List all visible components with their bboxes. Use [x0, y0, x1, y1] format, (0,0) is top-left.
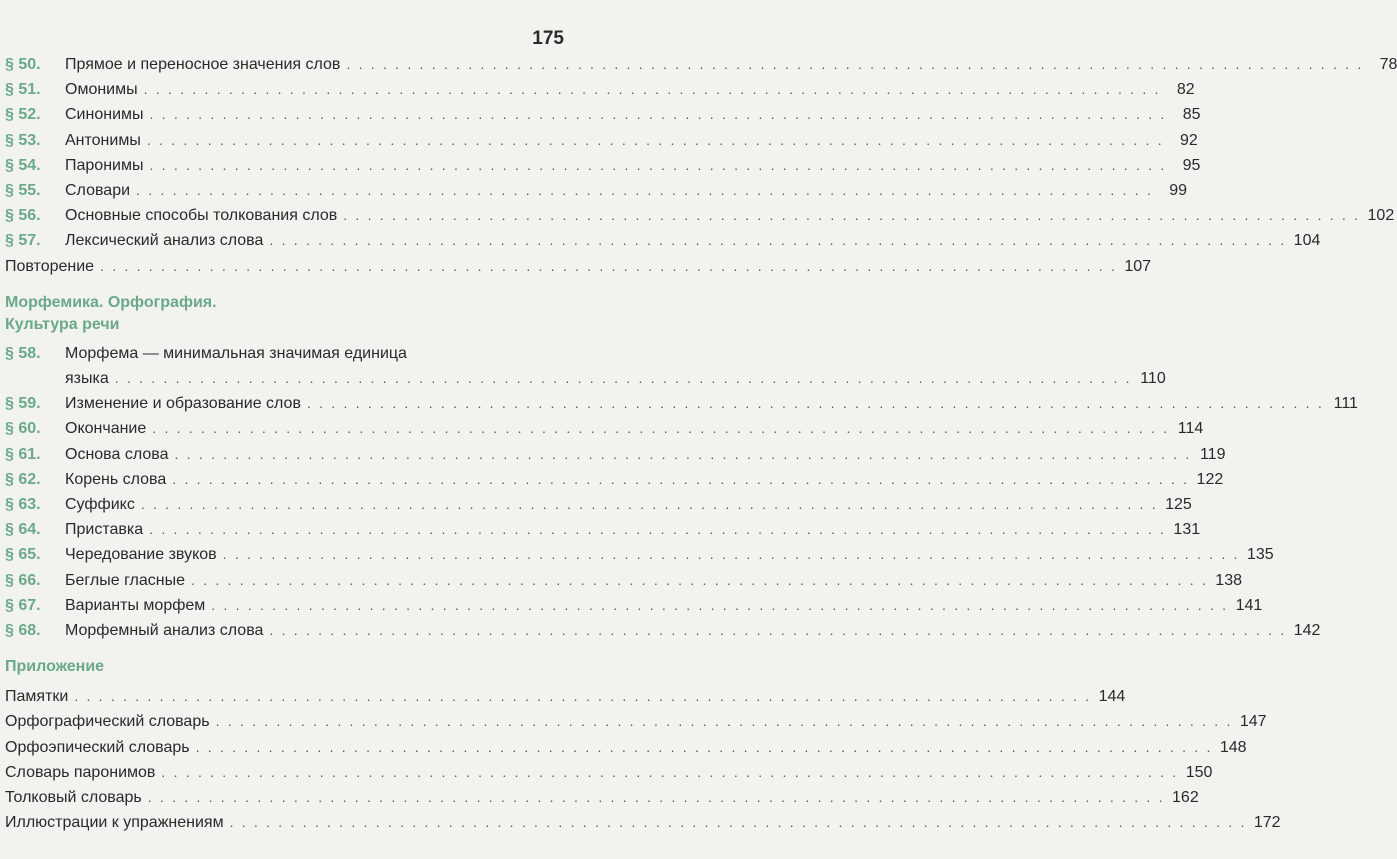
dot-leader	[307, 391, 1324, 415]
heading-appendix: Приложение	[5, 658, 105, 676]
entry-page: 85	[1182, 106, 1201, 124]
dot-leader	[172, 467, 1189, 491]
dot-leader	[343, 203, 1360, 227]
entry-title: Антонимы	[65, 131, 141, 149]
entry-number: § 58.	[5, 344, 41, 362]
entry-number: § 53.	[5, 131, 41, 149]
entry-number: § 52.	[5, 106, 41, 124]
entry-number: § 68.	[5, 622, 41, 640]
toc-entry	[5, 735, 1247, 760]
dot-leader	[216, 709, 1233, 733]
dot-leader	[161, 760, 1178, 784]
entry-title: Словарь паронимов	[5, 763, 156, 781]
section-list-lexicology	[5, 52, 1397, 254]
toc-entry	[5, 810, 1281, 835]
entry-page: 92	[1180, 131, 1198, 149]
toc-entry	[5, 684, 1126, 709]
entry-title: Изменение и образование слов	[65, 395, 301, 413]
heading-culture: Культура речи	[5, 315, 120, 333]
entry-title: Прямое и переносное значения слов	[65, 56, 341, 73]
dot-leader	[100, 254, 1117, 278]
dot-leader	[149, 153, 1166, 177]
toc-entry-58	[5, 342, 566, 366]
entry-title: Беглые гласные	[65, 571, 186, 589]
entry-page: 144	[1098, 688, 1126, 706]
dot-leader	[148, 785, 1165, 809]
toc-entry	[5, 52, 1397, 77]
entry-page: 82	[1176, 81, 1195, 99]
dot-leader	[115, 366, 1132, 390]
dot-leader	[191, 568, 1208, 592]
toc-entry	[5, 785, 1199, 810]
entry-title: Иллюстрации к упражнениям	[5, 814, 224, 832]
entry-page: 147	[1239, 713, 1267, 731]
entry-title: Орфографический словарь	[5, 713, 210, 731]
entry-title: Морфемный анализ слова	[65, 622, 264, 640]
entry-page: 95	[1182, 156, 1201, 174]
toc-entry-58-cont	[5, 366, 1166, 391]
toc-entry	[5, 416, 1204, 441]
entry-number: § 57.	[5, 232, 41, 250]
toc-entry	[5, 542, 1274, 567]
toc-entry	[5, 102, 1201, 127]
dot-leader	[152, 416, 1169, 440]
entry-number: § 59.	[5, 395, 41, 413]
entry-page: 172	[1253, 814, 1281, 832]
entry-page: 138	[1215, 571, 1242, 589]
entry-page: 111	[1333, 395, 1358, 413]
entry-number: § 67.	[5, 596, 41, 614]
entry-title: Морфема — минимальная значимая единица	[65, 344, 407, 362]
entry-number: § 51.	[5, 81, 41, 99]
entry-title: Синонимы	[65, 106, 144, 124]
entry-title: Корень слова	[65, 470, 167, 488]
entry-title: Памятки	[5, 688, 69, 706]
entry-title: Омонимы	[65, 81, 138, 99]
toc-entry	[5, 760, 1213, 785]
heading-morphemics: Морфемика. Орфография.	[5, 293, 217, 311]
toc-entry	[5, 391, 1358, 416]
entry-page: 162	[1172, 789, 1199, 807]
toc-entry	[5, 517, 1201, 542]
toc-entry	[5, 228, 1321, 253]
toc-entry	[5, 128, 1198, 153]
dot-leader	[174, 442, 1191, 466]
dot-leader	[346, 52, 1363, 76]
page-number: 175	[532, 28, 564, 49]
entry-number: § 55.	[5, 182, 41, 200]
entry-page: 122	[1196, 470, 1224, 488]
entry-page: 135	[1246, 546, 1274, 564]
dot-leader	[230, 810, 1247, 834]
toc-entry-repeat	[5, 254, 1152, 279]
entry-page: 102	[1367, 207, 1395, 225]
entry-number: § 56.	[5, 207, 41, 225]
toc-entry	[5, 203, 1395, 228]
entry-number: § 50.	[5, 56, 41, 73]
dot-leader	[149, 517, 1166, 541]
entry-title: Варианты морфем	[65, 596, 206, 614]
toc-entry	[5, 618, 1321, 643]
dot-leader	[144, 77, 1161, 101]
dot-leader	[269, 618, 1286, 642]
entry-page: 104	[1293, 232, 1321, 250]
toc-entry	[5, 442, 1226, 467]
entry-title: Орфоэпический словарь	[5, 738, 190, 756]
entry-title: Лексический анализ слова	[65, 232, 264, 250]
toc-entry	[5, 593, 1263, 618]
entry-number: § 64.	[5, 521, 41, 539]
entry-number: § 61.	[5, 445, 41, 463]
entry-number: § 63.	[5, 496, 41, 514]
entry-title: Чередование звуков	[65, 546, 217, 564]
entry-title: Паронимы	[65, 156, 144, 174]
toc-entry	[5, 568, 1242, 593]
dot-leader	[141, 492, 1158, 516]
entry-page: 107	[1124, 257, 1152, 275]
toc-entry	[5, 467, 1224, 492]
section-list-morphemics	[5, 391, 1358, 643]
toc-entry	[5, 77, 1195, 102]
entry-title: Основа слова	[65, 445, 169, 463]
entry-page: 110	[1140, 370, 1166, 388]
toc-entry	[5, 492, 1192, 517]
entry-page: 114	[1177, 420, 1204, 438]
dot-leader	[269, 228, 1286, 252]
toc-entry	[5, 153, 1201, 178]
entry-number: § 54.	[5, 156, 41, 174]
entry-number: § 66.	[5, 571, 41, 589]
dot-leader	[196, 735, 1213, 759]
entry-title: Основные способы толкования слов	[65, 207, 338, 225]
table-of-contents	[5, 52, 1397, 835]
entry-page: 99	[1169, 182, 1188, 200]
entry-number: § 62.	[5, 470, 41, 488]
entry-title: Приставка	[65, 521, 144, 539]
dot-leader	[74, 684, 1091, 708]
entry-page: 119	[1199, 445, 1226, 463]
dot-leader	[150, 102, 1167, 126]
entry-title: Повторение	[5, 257, 95, 275]
entry-page: 78	[1379, 56, 1397, 73]
entry-title: Окончание	[65, 420, 147, 438]
entry-title: Толковый словарь	[5, 789, 142, 807]
entry-title-cont: языка	[65, 370, 109, 388]
entry-page: 131	[1173, 521, 1201, 539]
entry-page: 150	[1185, 763, 1213, 781]
dot-leader	[223, 542, 1240, 566]
toc-entry	[5, 709, 1267, 734]
entry-page: 148	[1219, 738, 1247, 756]
entry-number: § 60.	[5, 420, 41, 438]
dot-leader	[211, 593, 1228, 617]
dot-leader	[136, 178, 1153, 202]
dot-leader	[147, 128, 1164, 152]
entry-number: § 65.	[5, 546, 41, 564]
entry-page: 141	[1235, 596, 1263, 614]
toc-entry	[5, 178, 1188, 203]
appendix-list	[5, 684, 1281, 835]
entry-title: Суффикс	[65, 496, 135, 514]
entry-title: Словари	[65, 182, 131, 200]
entry-page: 125	[1165, 496, 1192, 514]
entry-page: 142	[1293, 622, 1321, 640]
